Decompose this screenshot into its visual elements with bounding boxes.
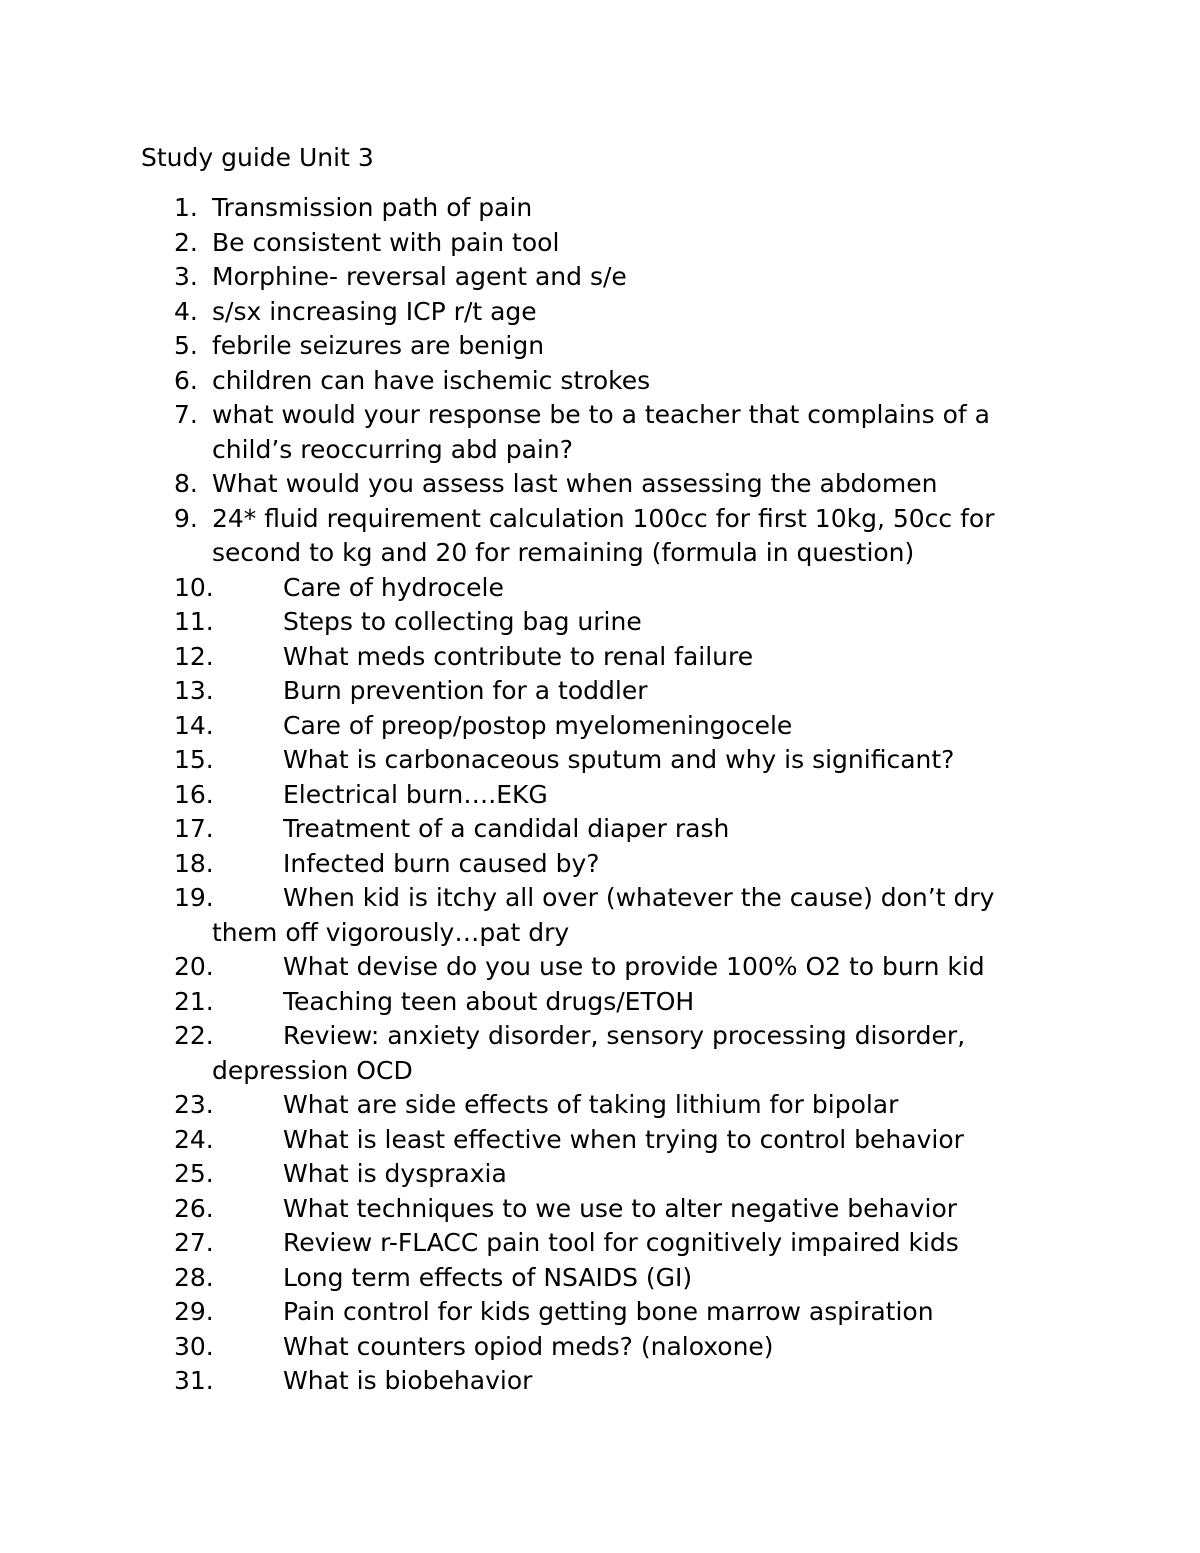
list-item-number: 26. bbox=[174, 1193, 214, 1223]
list-item-number: 22. bbox=[174, 1021, 214, 1050]
list-item bbox=[0, 1226, 1062, 1261]
list-item-number: 5. bbox=[174, 331, 198, 360]
list-item-number: 18. bbox=[174, 848, 214, 878]
list-item bbox=[0, 1295, 1062, 1330]
list-item bbox=[0, 571, 1062, 606]
list-item bbox=[0, 778, 1062, 813]
list-item-text: s/sx increasing ICP r/t age bbox=[212, 296, 537, 326]
list-item-text: What devise do you use to provide 100% O2 to burn kid bbox=[283, 952, 985, 981]
list-item-text: What meds contribute to renal failure bbox=[283, 641, 754, 671]
list-item bbox=[0, 743, 1062, 778]
list-item-text: febrile seizures are benign bbox=[212, 331, 545, 360]
list-item bbox=[0, 709, 1062, 744]
list-item bbox=[0, 640, 1062, 675]
list-item-text: Treatment of a candidal diaper rash bbox=[283, 814, 730, 843]
list-item-number: 2. bbox=[174, 227, 198, 257]
list-item-number: 31. bbox=[174, 1366, 214, 1395]
list-item-text: Steps to collecting bag urine bbox=[283, 607, 642, 636]
list-item-text: Long term effects of NSAIDS (GI) bbox=[283, 1262, 693, 1292]
list-item-text: What counters opiod meds? (naloxone) bbox=[283, 1331, 774, 1361]
list-item bbox=[0, 398, 1062, 467]
list-item-text: 24* fluid requirement calculation 100cc for first 10kg, 50cc for second to kg and 20 for remaining (formula in question) bbox=[212, 503, 995, 567]
list-item-text: children can have ischemic strokes bbox=[212, 365, 651, 395]
list-item-number: 12. bbox=[174, 641, 214, 671]
list-item-number: 19. bbox=[174, 883, 214, 912]
list-item bbox=[0, 605, 1062, 640]
list-item-number: 23. bbox=[174, 1090, 214, 1119]
list-item-number: 11. bbox=[174, 607, 214, 636]
list-item-text: what would your response be to a teacher that complains of a child’s reoccurring abd pain? bbox=[212, 400, 990, 464]
list-item bbox=[0, 812, 1062, 847]
list-item-text: What techniques to we use to alter negative behavior bbox=[283, 1193, 958, 1223]
list-item bbox=[0, 1088, 1062, 1123]
list-item-text: When kid is itchy all over (whatever the cause) don’t dry them off vigorously…pat dry bbox=[212, 883, 995, 947]
list-item-number: 1. bbox=[174, 193, 198, 222]
list-item-number: 16. bbox=[174, 779, 214, 809]
list-item bbox=[0, 1330, 1062, 1365]
list-item-text: Morphine- reversal agent and s/e bbox=[212, 262, 627, 291]
list-item-number: 3. bbox=[174, 262, 198, 291]
list-item bbox=[0, 1192, 1062, 1227]
list-item-number: 4. bbox=[174, 296, 198, 326]
list-item bbox=[0, 1123, 1062, 1158]
list-item-text: Electrical burn….EKG bbox=[283, 779, 548, 809]
list-item-number: 21. bbox=[174, 986, 214, 1016]
list-item-text: Burn prevention for a toddler bbox=[283, 676, 648, 705]
list-item-text: What is dyspraxia bbox=[283, 1159, 507, 1188]
list-item bbox=[0, 467, 1062, 502]
list-item-number: 10. bbox=[174, 572, 214, 602]
list-item-number: 29. bbox=[174, 1297, 214, 1326]
list-item bbox=[0, 1157, 1062, 1192]
list-item-text: Pain control for kids getting bone marrow aspiration bbox=[283, 1297, 934, 1326]
list-item-number: 7. bbox=[174, 400, 198, 429]
list-item bbox=[0, 1261, 1062, 1296]
list-item bbox=[0, 985, 1062, 1020]
list-item bbox=[0, 1364, 1062, 1399]
list-item-number: 6. bbox=[174, 365, 198, 395]
list-item bbox=[0, 226, 1062, 261]
list-item bbox=[0, 1019, 1062, 1088]
list-item-number: 14. bbox=[174, 710, 214, 740]
list-item-number: 20. bbox=[174, 952, 214, 981]
list-item-text: Care of preop/postop myelomeningocele bbox=[283, 710, 793, 740]
list-item-text: Care of hydrocele bbox=[283, 572, 504, 602]
list-item-text: Teaching teen about drugs/ETOH bbox=[283, 986, 695, 1016]
list-item bbox=[0, 881, 1062, 950]
list-item-text: Be consistent with pain tool bbox=[212, 227, 560, 257]
list-item bbox=[0, 329, 1062, 364]
list-item-number: 13. bbox=[174, 676, 214, 705]
list-item bbox=[0, 260, 1062, 295]
list-item-text: What are side effects of taking lithium for bipolar bbox=[283, 1090, 899, 1119]
list-item-number: 17. bbox=[174, 814, 214, 843]
list-item-text: What would you assess last when assessing the abdomen bbox=[212, 469, 938, 498]
list-item-text: Review: anxiety disorder, sensory processing disorder, depression OCD bbox=[212, 1021, 966, 1085]
list-item bbox=[0, 191, 1062, 226]
list-item bbox=[0, 502, 1062, 571]
list-item-number: 8. bbox=[174, 469, 198, 498]
list-item-number: 9. bbox=[174, 503, 198, 533]
list-item bbox=[0, 364, 1062, 399]
list-item-number: 27. bbox=[174, 1228, 214, 1257]
list-item-number: 28. bbox=[174, 1262, 214, 1292]
list-item-number: 25. bbox=[174, 1159, 214, 1188]
list-item-number: 15. bbox=[174, 745, 214, 774]
list-item-text: Transmission path of pain bbox=[212, 193, 533, 222]
list-item-text: What is biobehavior bbox=[283, 1366, 533, 1395]
list-item bbox=[0, 847, 1062, 882]
list-item-text: Infected burn caused by? bbox=[283, 848, 600, 878]
list-item-number: 24. bbox=[174, 1124, 214, 1154]
list-item-number: 30. bbox=[174, 1331, 214, 1361]
list-item-text: Review r-FLACC pain tool for cognitively impaired kids bbox=[283, 1228, 959, 1257]
study-question-list bbox=[0, 191, 1200, 1399]
list-item bbox=[0, 295, 1062, 330]
document-title: Study guide Unit 3 bbox=[141, 143, 374, 172]
list-item-text: What is carbonaceous sputum and why is significant? bbox=[283, 745, 955, 774]
list-item bbox=[0, 950, 1062, 985]
list-item-text: What is least effective when trying to control behavior bbox=[283, 1124, 964, 1154]
list-item bbox=[0, 674, 1062, 709]
